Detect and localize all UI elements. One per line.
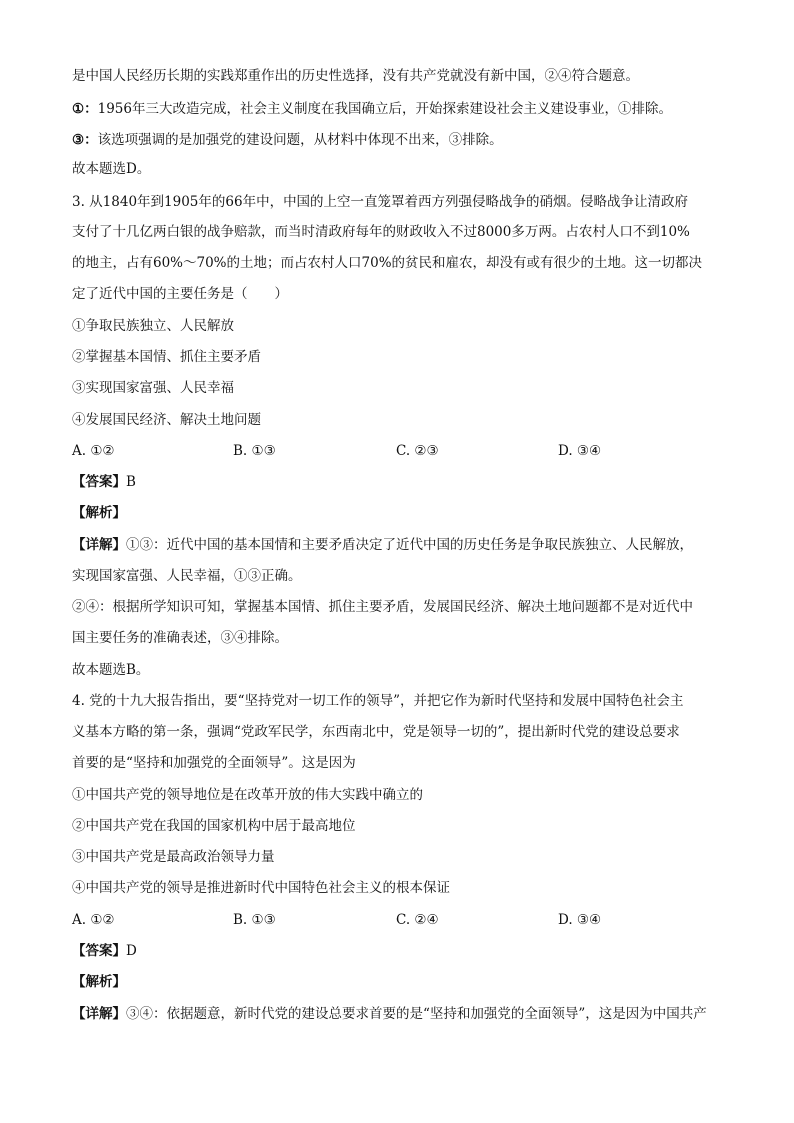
q4-stem-line: 首要的是“坚持和加强党的全面领导”。这是因为 [72,755,356,771]
detail-text: ③④：依据题意，新时代党的建设总要求首要的是“坚持和加强党的全面领导”，这是因为中国共产 [126,1006,707,1022]
statement-label: ③： [72,132,98,148]
continuation-line-2 [72,99,722,119]
detail-label: 【详解】 [72,537,126,553]
continuation-line-3 [72,130,722,150]
q3-statement: ②掌握基本国情、抓住主要矛盾 [72,349,261,365]
q4-statement: ③中国共产党是最高政治领导力量 [72,849,275,865]
q3-detail-line [72,535,722,555]
q3-detail-line: 国主要任务的准确表述，③④排除。 [72,630,288,646]
q4-statement: ④中国共产党的领导是推进新时代中国特色社会主义的根本保证 [72,880,450,896]
q4-answer [72,941,722,961]
q3-stem-line: 定了近代中国的主要任务是（ ） [72,286,288,302]
q4-option-d: D. ③④ [558,912,602,928]
q4-statement: ①中国共产党的领导地位是在改革开放的伟大实践中确立的 [72,787,423,803]
q3-option-a: A. ①② [72,443,115,459]
q3-conclusion: 故本题选B。 [72,662,150,678]
detail-text: ①③：近代中国的基本国情和主要矛盾决定了近代中国的历史任务是争取民族独立、人民解放， [126,537,693,553]
answer-label: 【答案】 [72,474,126,490]
q3-stem-line: 的地主，占有60%～70%的土地；而占农村人口70%的贫民和雇农，却没有或有很少的土地。这一切都决 [72,255,703,271]
q4-option-b: B. ①③ [233,912,276,928]
q3-statement: ③实现国家富强、人民幸福 [72,380,234,396]
continuation-line-1: 是中国人民经历长期的实践郑重作出的历史性选择，没有共产党就没有新中国，②④符合题意。 [72,68,639,84]
answer-label: 【答案】 [72,943,126,959]
q3-analysis-label: 【解析】 [72,505,126,521]
q3-stem-line: 支付了十几亿两白银的战争赔款，而当时清政府每年的财政收入不过8000多万两。占农村人口不到10% [72,224,690,240]
q3-option-d: D. ③④ [558,443,602,459]
q4-stem-line: 义基本方略的第一条，强调“党政军民学，东西南北中，党是领导一切的”，提出新时代党的建设总要求 [72,724,680,740]
statement-text: 该选项强调的是加强党的建设问题，从材料中体现不出来，③排除。 [97,132,503,148]
q4-option-c: C. ②④ [396,912,439,928]
q3-detail-line: 实现国家富强、人民幸福，①③正确。 [72,568,302,584]
q4-statement: ②中国共产党在我国的国家机构中居于最高地位 [72,818,356,834]
statement-label: ①： [72,101,98,117]
q3-answer [72,472,722,492]
q3-option-b: B. ①③ [233,443,276,459]
statement-text: 1956年三大改造完成，社会主义制度在我国确立后，开始探索建设社会主义建设事业，①排除。 [97,101,672,117]
q3-detail-line: ②④：根据所学知识可知，掌握基本国情、抓住主要矛盾，发展国民经济、解决土地问题都不是对近代中 [72,599,693,615]
q3-statement: ①争取民族独立、人民解放 [72,318,234,334]
q3-option-c: C. ②③ [396,443,439,459]
q4-detail-line [72,1004,722,1024]
answer-value: B [126,474,136,490]
q3-stem-line: 3. 从1840年到1905年的66年中，中国的上空一直笼罩着西方列强侵略战争的硝烟。侵略战争让清政府 [72,194,689,210]
q4-analysis-label: 【解析】 [72,974,126,990]
q4-option-a: A. ①② [72,912,115,928]
detail-label: 【详解】 [72,1006,126,1022]
answer-value: D [126,943,137,959]
q3-statement: ④发展国民经济、解决土地问题 [72,412,261,428]
q4-stem-line: 4. 党的十九大报告指出，要“坚持党对一切工作的领导”，并把它作为新时代坚持和发展中国特色社会主 [72,693,684,709]
continuation-conclusion: 故本题选D。 [72,161,151,177]
